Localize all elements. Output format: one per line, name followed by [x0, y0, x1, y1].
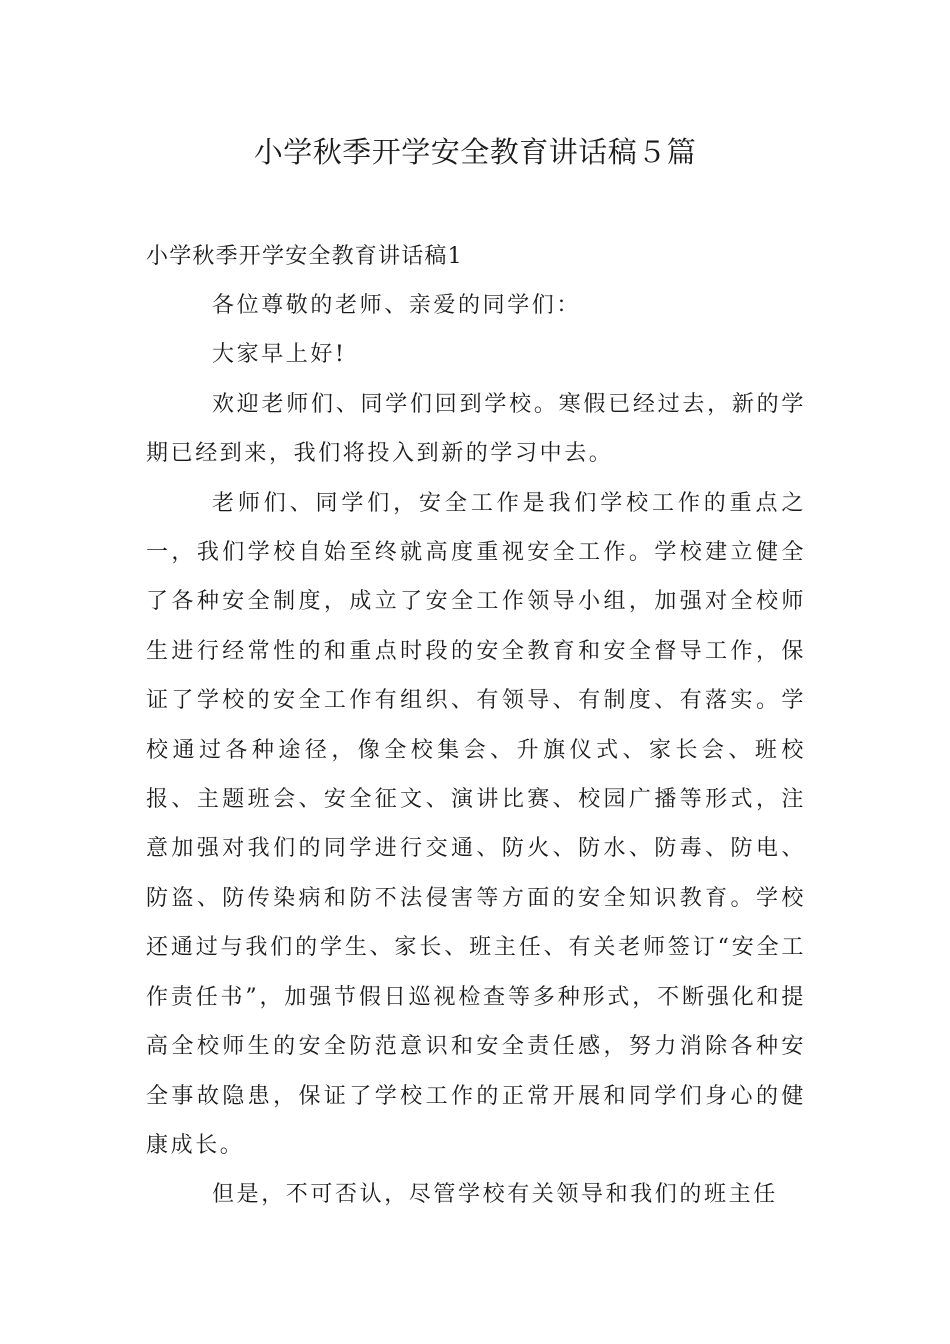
paragraph-welcome: 欢迎老师们、同学们回到学校。寒假已经过去，新的学期已经到来，我们将投入到新的学习中去。 — [146, 391, 806, 467]
paragraph-good-morning: 大家早上好! — [212, 342, 347, 368]
paragraph-greeting: 各位尊敬的老师、亲爱的同学们： — [212, 293, 582, 318]
paragraph-safety-work: 老师们、同学们，安全工作是我们学校工作的重点之一，我们学校自始至终就高度重视安全工作。学校建立健全了各种安全制度，成立了安全工作领导小组，加强对全校师生进行经常性的和重点时段的安全教育和安全督导工作，保证了学校的安全工作有组织、有领导、有制度、有落实。学校通过各种途径，像全校集会、升旗仪式、家长会、班校报、主题班会、安全征文、演讲比赛、校园广播等形式，注意加强对我们的同学进行交通、防火、防水、防毒、防电、防盗、防传染病和防不法侵害等方面的安全知识教育。学校还通过与我们的学生、家长、班主任、有关老师签订“安全工作责任书”，加强节假日巡视检查等多种形式，不断强化和提高全校师生的安全防范意识和安全责任感，努力消除各种安全事故隐患，保证了学校工作的正常开展和同学们身心的健康成长。 — [146, 490, 806, 1158]
document-title: 小学秋季开学安全教育讲话稿５篇 — [253, 135, 697, 169]
paragraph-however: 但是，不可否认，尽管学校有关领导和我们的班主任 — [212, 1182, 778, 1208]
document-body — [146, 232, 806, 1220]
section-heading: 小学秋季开学安全教育讲话稿1 — [146, 244, 463, 269]
